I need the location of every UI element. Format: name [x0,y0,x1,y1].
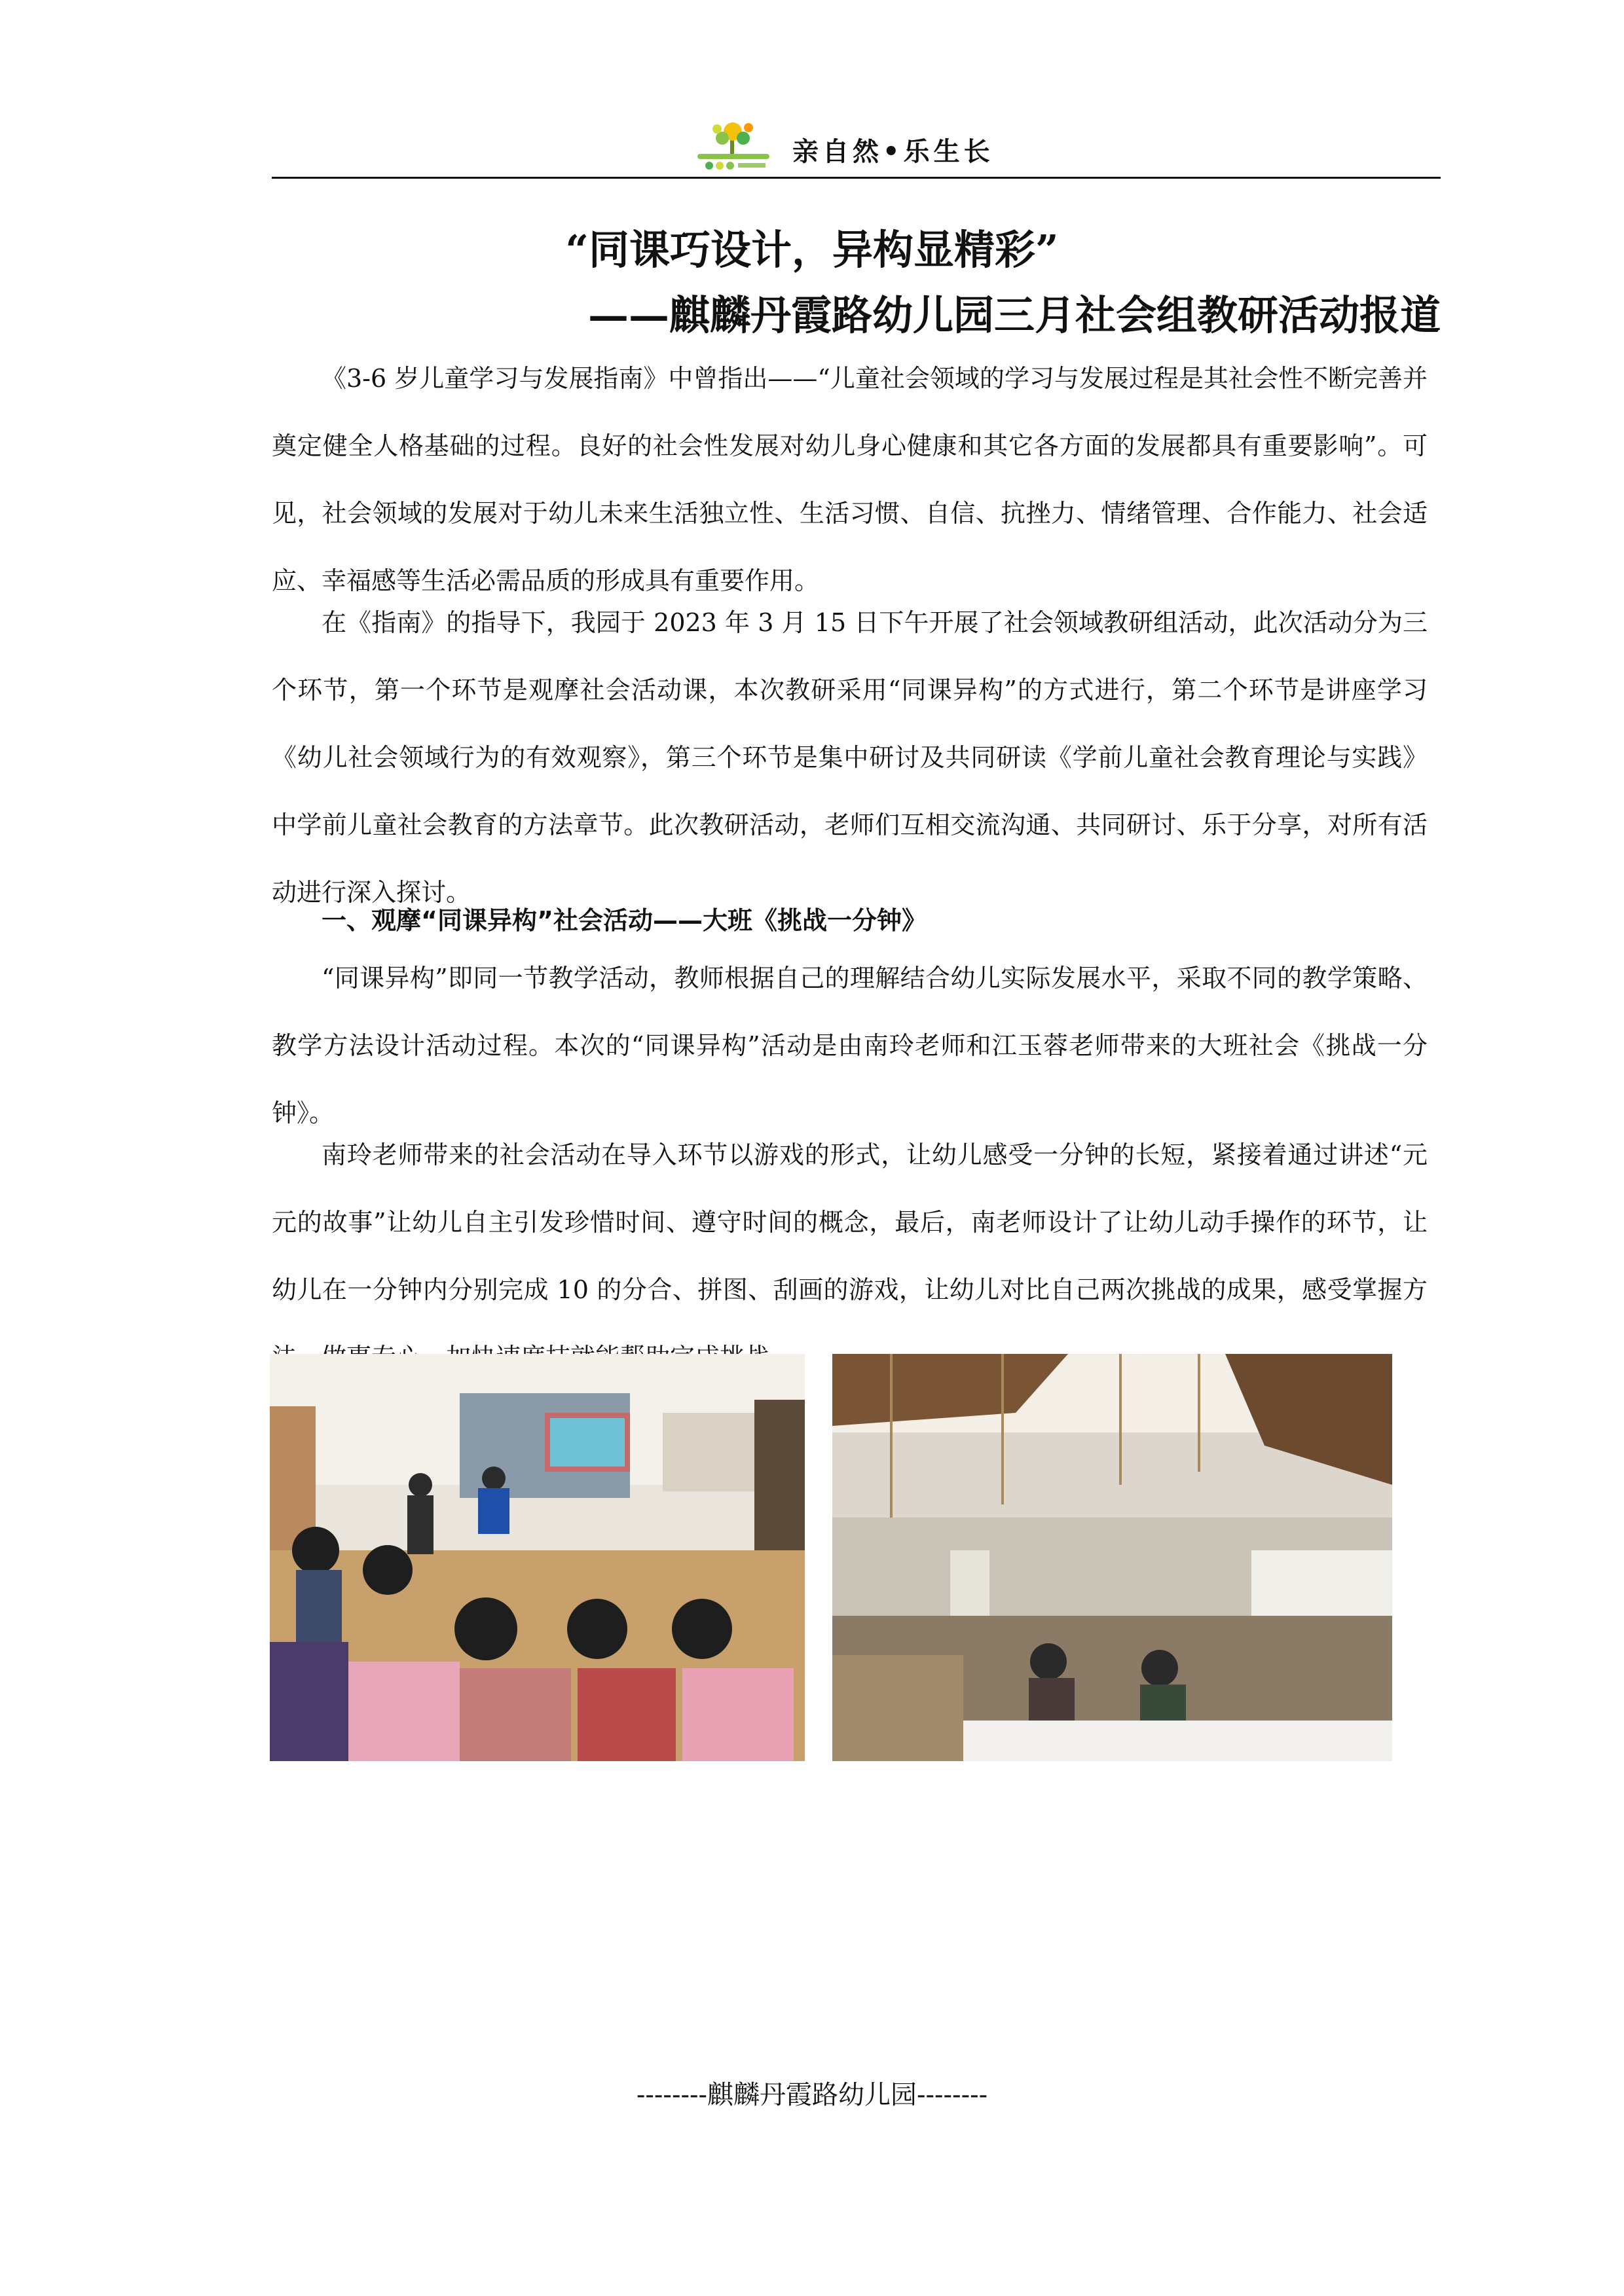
teachers-observing-photo-icon [832,1354,1392,1761]
header-motto: 亲自然•乐生长 [792,136,994,167]
header-divider [272,177,1441,179]
section-heading-1: 一、观摩“同课异构”社会活动——大班《挑战一分钟》 [322,906,927,935]
paragraph-same-lesson-definition: “同课异构”即同一节教学活动，教师根据自己的理解结合幼儿实际发展水平，采取不同的教学策略、教学方法设计活动过程。本次的“同课异构”活动是由南玲老师和江玉蓉老师带来的大班社会《挑战一分钟》。 [272,964,1428,1127]
classroom-photo-icon [270,1354,805,1761]
kindergarten-logo-icon [684,120,783,173]
paragraph-intro: 《3-6 岁儿童学习与发展指南》中曾指出——“儿童社会领域的学习与发展过程是其社会性不断完善并奠定健全人格基础的过程。良好的社会性发展对幼儿身心健康和其它各方面的发展都具有重要影响”。可见，社会领域的发展对于幼儿未来生活独立性、生活习惯、自信、抗挫力、情绪管理、合作能力、社会适应、幸福感等生活必需品质的形成具有重要作用。 [272,364,1428,595]
page-footer: --------麒麟丹霞路幼儿园-------- [636,2080,988,2110]
paragraph-nanling-lesson: 南玲老师带来的社会活动在导入环节以游戏的形式，让幼儿感受一分钟的长短，紧接着通过讲述“元元的故事”让幼儿自主引发珍惜时间、遵守时间的概念，最后，南老师设计了让幼儿动手操作的环节，让幼儿在一分钟内分别完成 10 的分合、拼图、刮画的游戏，让幼儿对比自己两次挑战的成果，感受掌握方 [272,1140,1428,1304]
paragraph-activity-overview: 在《指南》的指导下，我园于 2023 年 3 月 15 日下午开展了社会领域教研组活动，此次活动分为三个环节，第一个环节是观摩社会活动课，本次教研采用“同课异构”的方式进行，第二个环节是讲座学习《幼儿社会领域行为的有效观察》，第三个环节是集中研讨及共同研读《学前儿童社会教育理论与实践》中学前儿童社会教育的方法章节。此次教研活动，老师们互相交流沟通、共同研讨、乐于分享，对所有活动进行深入探讨。 [272,608,1428,907]
article-subtitle: ——麒麟丹霞路幼儿园三月社会组教研活动报道 [587,291,1441,339]
article-title: “同课巧设计，异构显精彩” [565,226,1059,274]
